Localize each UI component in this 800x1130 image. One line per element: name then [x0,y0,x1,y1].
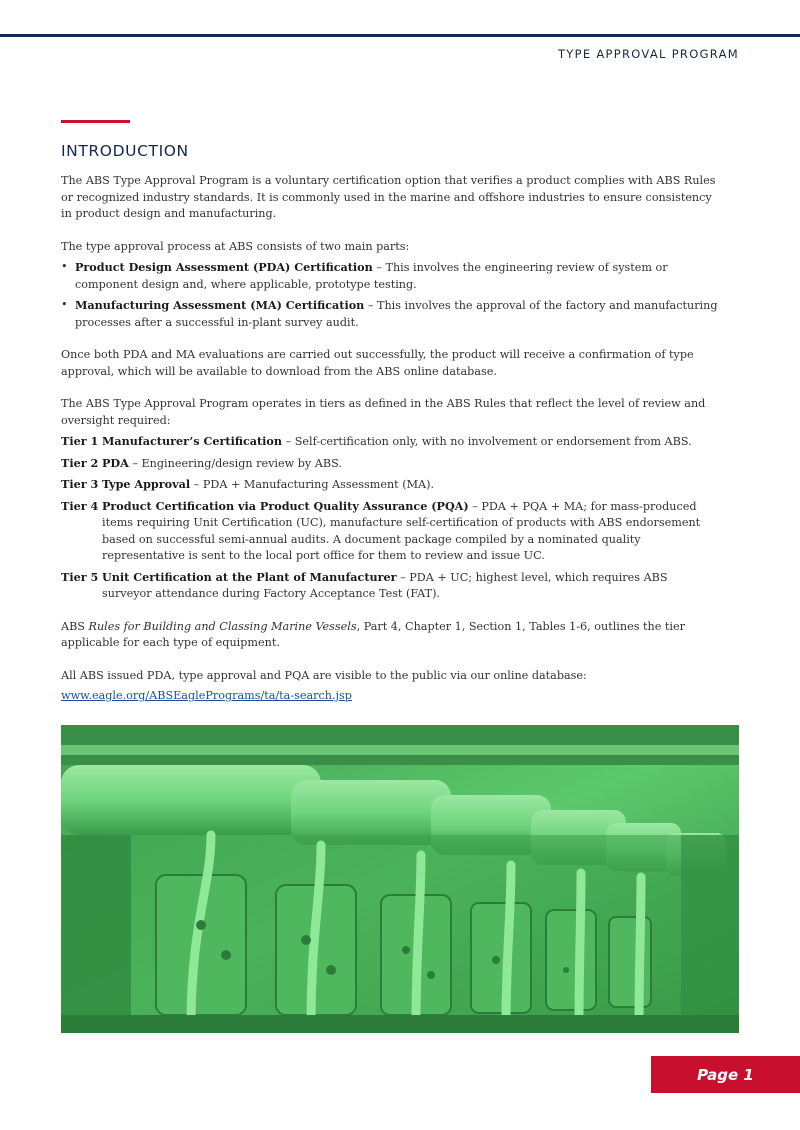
tier-row [61,455,719,473]
engine-room-photo [61,725,739,1033]
tier-title: Manufacturer’s Certification [102,434,283,448]
tier-list [61,433,719,603]
list-item [61,297,719,331]
database-link[interactable]: www.eagle.org/ABSEaglePrograms/ta/ta-search.jsp [61,689,352,702]
tier-title: Unit Certification at the Plant of Manufacturer [102,569,397,584]
tier-number: Tier 2 [61,455,99,470]
tiers-intro: The ABS Type Approval Program operates in tiers as defined in the ABS Rules that reflect the level of review and oversight required: [61,397,706,427]
tier-description: – Self-certification only, with no involvement or endorsement from ABS. [282,435,692,448]
tier-row [61,433,719,451]
rules-reference [61,619,719,652]
confirmation-paragraph: Once both PDA and MA evaluations are carried out successfully, the product will receive a confirmation of type approval, which will be available to download from the ABS online database. [61,348,694,378]
intro-paragraph: The ABS Type Approval Program is a voluntary certification option that verifies a product complies with ABS Rules or recognized industry standards. It is commonly used in the marine and offshore industries to ensure consistency in product design and manufacturing. [61,174,716,220]
tier-description: – PDA + Manufacturing Assessment (MA). [190,478,435,491]
tier-description: – PDA + UC; highest level, which requires ABS surveyor attendance during Factory Acceptance Test (FAT). [102,570,668,600]
rules-suffix: , Part 4, Chapter 1, Section 1, Tables 1-6, outlines the tier applicable for each type of equipment. [61,619,685,649]
tier-row [61,498,719,565]
bullet-text: – This involves the approval of the factory and manufacturing processes after a successful in-plant survey audit. [75,299,718,329]
database-paragraph: All ABS issued PDA, type approval and PQA are visible to the public via our online database: [61,668,587,682]
bullet-text: – This involves the engineering review of system or component design and, where applicable, prototype testing. [75,261,668,291]
top-rule [0,34,800,37]
tier-number: Tier 3 [61,477,99,491]
tier-description: – Engineering/design review by ABS. [128,456,342,470]
page-number-badge: Page 1 [651,1056,800,1093]
bullet-title: Product Design Assessment (PDA) Certification [75,260,373,274]
rules-title: Rules for Building and Classing Marine Vessels [88,619,357,633]
bullet-icon: • [61,298,68,311]
bullet-title: Manufacturing Assessment (MA) Certification [75,298,365,312]
tier-number: Tier 4 [61,498,99,513]
process-intro: The type approval process at ABS consists of two main parts: [61,239,410,253]
process-list [61,259,719,331]
header-title: TYPE APPROVAL PROGRAM [557,47,739,61]
tier-row [61,476,719,494]
tier-title: Type Approval [102,477,191,491]
body-content [61,173,719,705]
tier-title: PDA [102,455,129,470]
tier-description: – PDA + PQA + MA; for mass-produced items requiring Unit Certification (UC), manufacture self-certification of products with ABS endorsement based on successful semi-annual audits. A document package compiled by a nominated quality representative is sent to the local port office for them to review and issue UC. [102,499,701,562]
list-item [61,259,719,293]
section-title: INTRODUCTION [61,142,189,160]
tier-row [61,569,719,603]
bullet-icon: • [61,260,68,273]
rules-prefix: ABS [61,619,89,633]
tier-number: Tier 5 [61,569,99,584]
accent-bar [61,120,130,123]
engine-room-illustration [61,725,739,1033]
tier-number: Tier 1 [61,434,99,448]
tier-title: Product Certification via Product Quality Assurance (PQA) [102,498,469,513]
